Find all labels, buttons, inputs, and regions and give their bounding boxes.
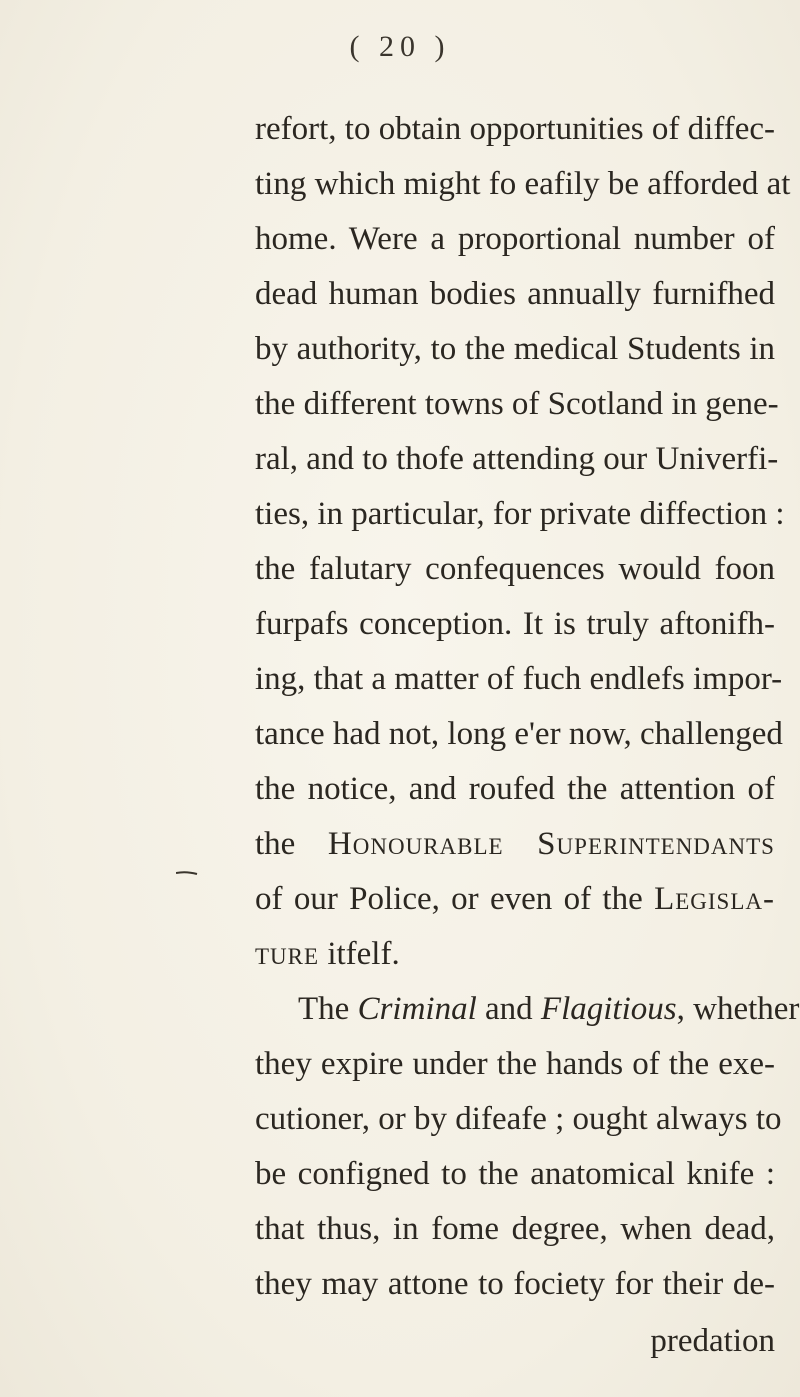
ink-mark-icon [176, 870, 198, 876]
italic-text: Flagitious [540, 991, 677, 1027]
small-caps-text: Legisla- [654, 881, 775, 917]
text-fragment: the [255, 826, 328, 862]
text-line: they may attone to fociety for their de- [255, 1266, 775, 1302]
text-fragment: itfelf. [319, 936, 400, 972]
text-line: be configned to the anatomical knife : [255, 1156, 775, 1192]
text-fragment: and [476, 991, 541, 1027]
text-line: furpafs conception. It is truly aftonifh- [255, 606, 775, 642]
page-number: ( 20 ) [349, 30, 451, 63]
text-line: home. Were a proportional number of [255, 221, 775, 257]
text-line [298, 991, 800, 1027]
small-caps-text: Honourable Superintendants [327, 826, 775, 862]
text-line: ties, in particular, for private diffection : [255, 496, 785, 532]
catchword: predation [650, 1323, 775, 1359]
text-line [255, 828, 775, 861]
text-line: that thus, in fome degree, when dead, [255, 1211, 775, 1247]
margin-mark [176, 870, 198, 876]
text-line: the notice, and roufed the attention of [255, 771, 775, 807]
text-line: they expire under the hands of the exe- [255, 1046, 775, 1082]
text-line: ral, and to thofe attending our Univerfi- [255, 441, 779, 477]
text-line [255, 883, 775, 916]
text-line: ting which might fo eafily be afforded at [255, 166, 791, 202]
italic-text: Criminal [357, 991, 477, 1027]
small-caps-text: ture [255, 936, 320, 972]
text-fragment: of our Police, or even of the [255, 881, 655, 917]
text-line: by authority, to the medical Students in [255, 331, 775, 367]
text-fragment: , whether [676, 991, 800, 1027]
text-line: ing, that a matter of fuch endlefs impor- [255, 661, 783, 697]
text-line: refort, to obtain opportunities of diffec- [255, 111, 775, 147]
text-line: dead human bodies annually furnifhed [255, 276, 775, 312]
text-line: the different towns of Scotland in gene- [255, 386, 779, 422]
text-line [255, 938, 775, 971]
text-line: cutioner, or by difeafe ; ought always to [255, 1101, 782, 1137]
text-fragment: The [298, 991, 358, 1027]
text-line: tance had not, long e'er now, challenged [255, 716, 783, 752]
text-line: the falutary confequences would foon [255, 551, 775, 587]
